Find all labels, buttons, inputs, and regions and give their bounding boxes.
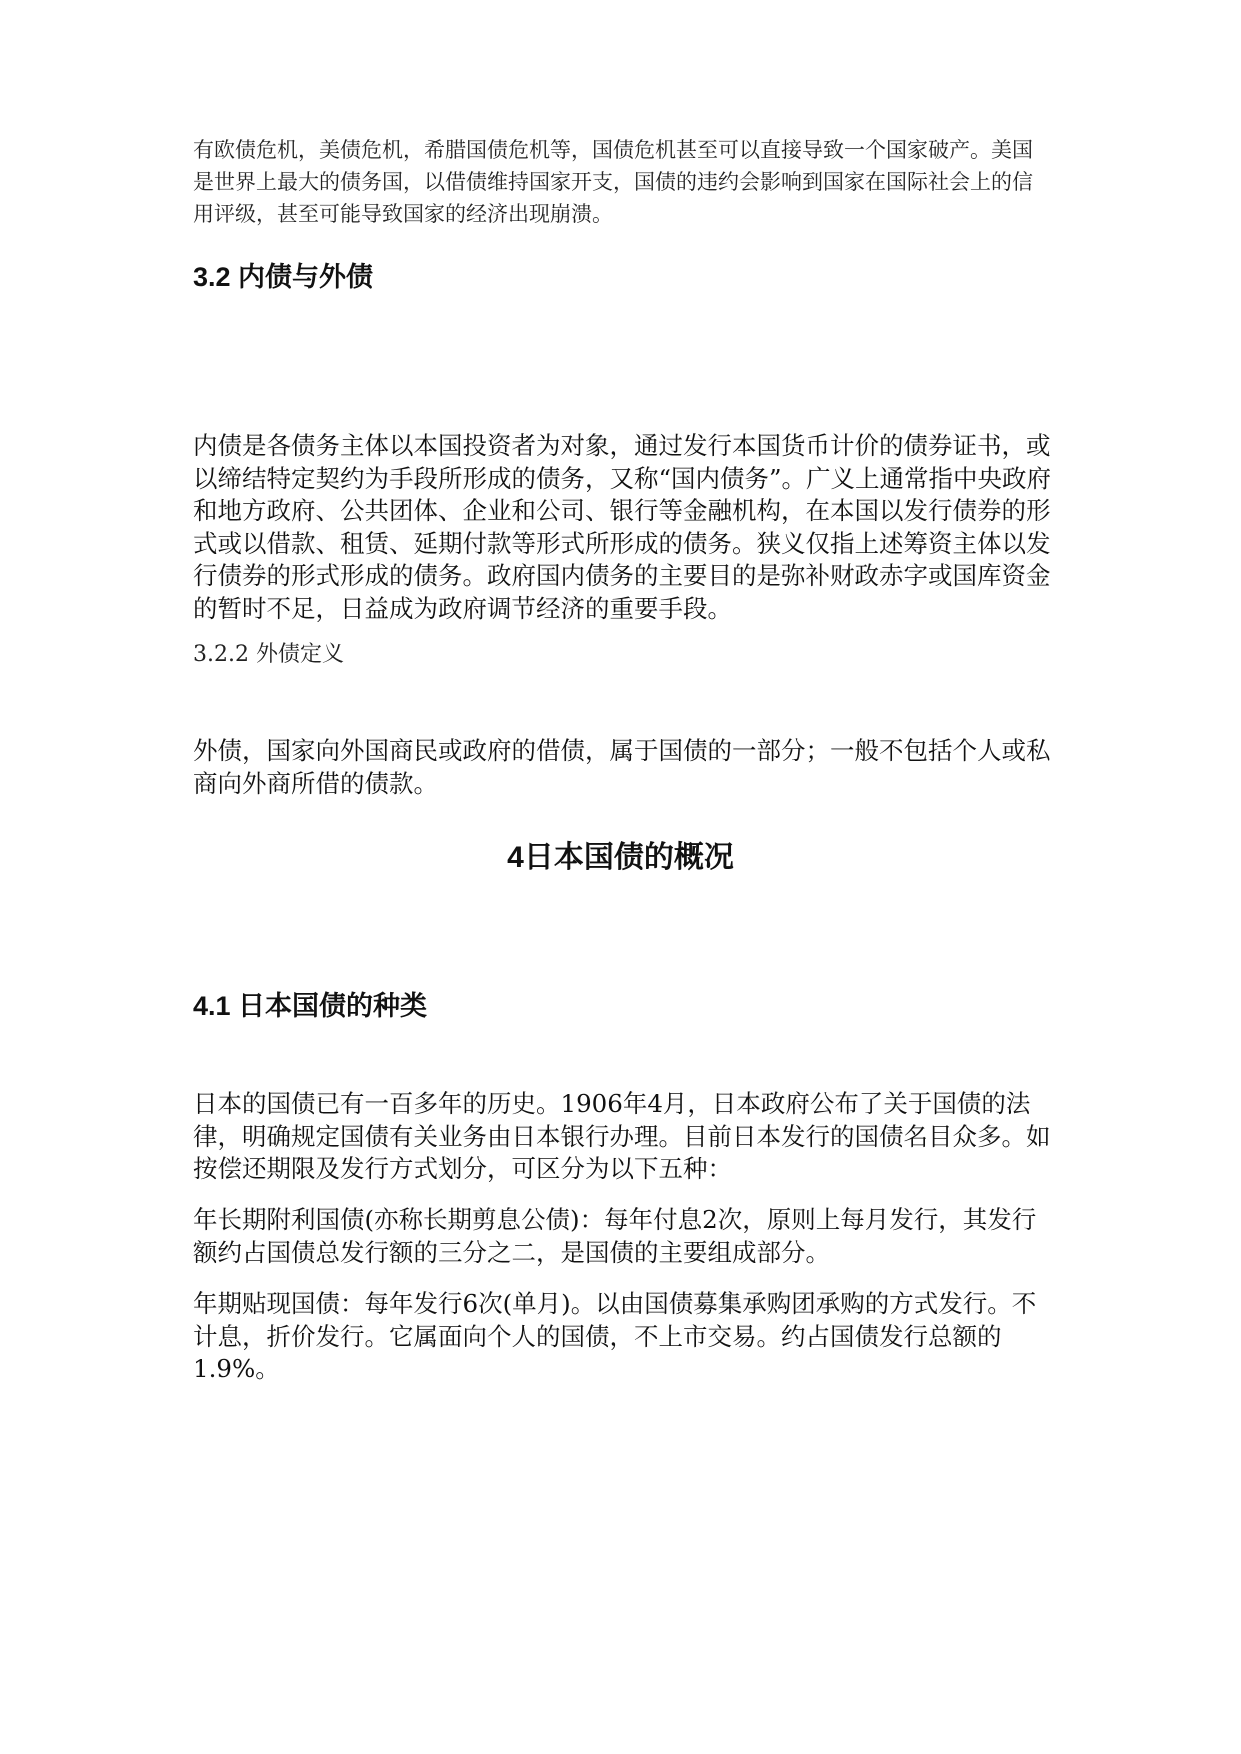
jgb-type-1-paragraph: 年长期附利国债(亦称长期剪息公债)：每年付息2次，原则上每月发行，其发行额约占国债总发行额的三分之二，是国债的主要组成部分。 [193, 1205, 1037, 1267]
domestic-debt-paragraph: 内债是各债务主体以本国投资者为对象，通过发行本国货币计价的债券证书，或以缔结特定契约为手段所形成的债务，又称“国内债务”。广义上通常指中央政府和地方政府、公共团体、企业和公司、银行等金融机构，在本国以发行债券的形式或以借款、租赁、延期付款等形式所形成的债务。狭义仅指上述筹资主体以发行债券的形式形成的债务。政府国内债务的主要目的是弥补财政赤字或国库资金的暂时不足，日益成为政府调节经济的重要手段。 [193, 431, 1052, 623]
subsection-heading-3-2-2: 3.2.2 外债定义 [193, 642, 344, 667]
intro-paragraph: 有欧债危机，美债危机，希腊国债危机等，国债危机甚至可以直接导致一个国家破产。美国是世界上最大的债务国，以借债维持国家开支，国债的违约会影响到国家在国际社会上的信用评级，甚至可能导致国家的经济出现崩溃。 [193, 138, 1033, 226]
chapter-heading-4: 4日本国债的概况 [507, 841, 734, 874]
jgb-type-2-paragraph: 年期贴现国债：每年发行6次(单月)。以由国债募集承购团承购的方式发行。不计息，折价发行。它属面向个人的国债，不上市交易。约占国债发行总额的1.9%。 [193, 1289, 1037, 1383]
jgb-history-paragraph: 日本的国债已有一百多年的历史。1906年4月，日本政府公布了关于国债的法律，明确规定国债有关业务由日本银行办理。目前日本发行的国债名目众多。如按偿还期限及发行方式划分，可区分为以下五种： [193, 1089, 1051, 1183]
section-heading-3-2: 3.2 内债与外债 [193, 262, 374, 292]
section-heading-4-1: 4.1 日本国债的种类 [193, 991, 428, 1021]
foreign-debt-paragraph: 外债，国家向外国商民或政府的借债，属于国债的一部分；一般不包括个人或私商向外商所借的债款。 [193, 736, 1051, 798]
